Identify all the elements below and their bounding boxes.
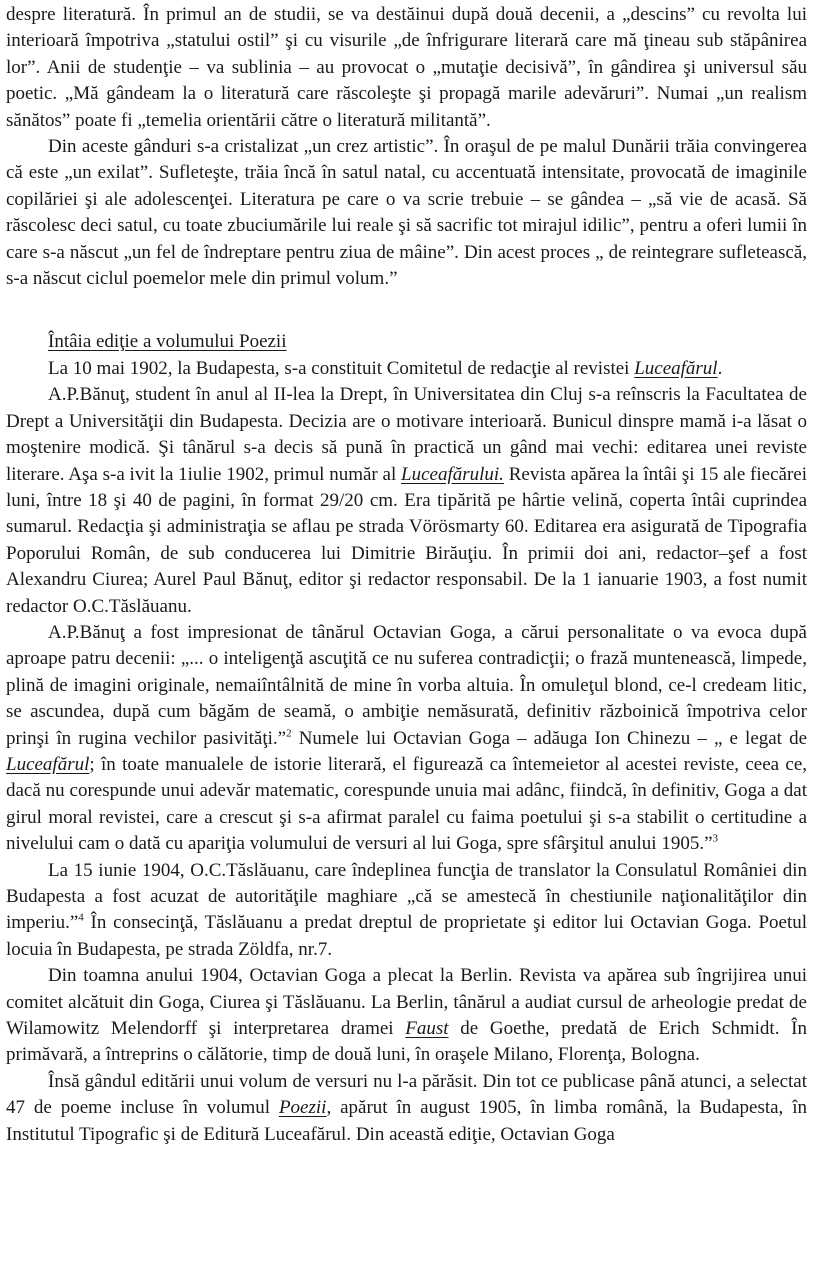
paragraph-2: Din aceste gânduri s-a cristalizat „un crez artistic”. În oraşul de pe malul Dunării trăia convingerea că este „un exilat”. Sufleteşte, trăia încă în satul natal, cu accentuată intensitate, provocată de imaginile copilăriei şi ale adolescenţei. Literatura pe care o va scrie trebuie – se gândea – „să vie de acasă. Să răscolesc deci satul, cu toate zbuciumările lui reale şi să sacrific tot mirajul idilic”, pentru a oferi lumii în care s-a născut „un fel de îndreptare pentru ziua de mâine”. Din acest proces „ de reintegrare sufletească, s-a născut ciclul poemelor mele din primul volum.” [6, 136, 807, 290]
section-spacer [6, 292, 807, 329]
footnote-ref-2: 2 [286, 727, 292, 740]
paragraph-5: A.P.Bănuţ a fost impresionat de tânărul Octavian Goga, a cărui personalitate o va evoca după aproape patru decenii: „... o inteligenţă ascuţită ce nu suferea contradicţii; o frază muntenească, limpede, plină de imagini originale, nemaiîntâlnită de mine în vorba altuia. În omuleţul blond, ce-l credeam litic, se ascundea, după cum băgăm de seamă, o ambiţie nemăsurată, definitiv războinică împotriva celor prinşi în rugina vechilor pasivităţi.”$^2$ Numele lui Octavian Goga – adăuga Ion Chinezu – „ e legat de Luceafărul; în toate manualele de istorie literară, el figurează ca întemeietor al acestei reviste, ceea ce, dacă nu corespunde unui adevăr matematic, corespunde unuia mai adânc, fiindcă, în definitiv, Goga a dat girul moral revistei, care a crescut şi s-a afirmat paralel cu faima poetului şi s-a stabilit o certitudine a nivelului cam o dată cu apariţia volumului de versuri al lui Goga, spre sfârşitul anului 1905.”$^3$ [6, 621, 807, 855]
book-title: Poezii [278, 1097, 327, 1119]
journal-title: Luceafărului. [401, 463, 504, 485]
paragraph-4: A.P.Bănuţ, student în anul al II-lea la Drept, în Universitatea din Cluj s-a reînscris la Facultatea de Drept a Universităţii din Budapesta. Decizia are o motivare interioară. Bunicul dinspre mamă i-a lăsat o moştenire modică. Şi tânărul s-a decis să pună în practică un gând mai vechi: editarea unei reviste literare. Aşa s-a ivit la 1iulie 1902, primul număr al Luceafărului. Revista apărea la întâi şi 15 ale fiecărei luni, între 18 şi 40 de pagini, în format 29/20 cm. Era tipărită pe hârtie velină, coperta întâi cuprindea sumarul. Redacţia şi administraţia se aflau pe strada Vörösmarty 60. Editarea era asigurată de Tipografia Poporului Român, de sub conducerea lui Dimitrie Birăuţiu. În primii doi ani, redactor–şef a fost Alexandru Ciurea; Aurel Paul Bănuţ, editor şi redactor responsabil. De la 1 ianuarie 1903, a fost numit redactor O.C.Tăslăuanu. [6, 384, 807, 617]
footnote-ref-3: 3 [712, 832, 719, 845]
paragraph-6: La 15 iunie 1904, O.C.Tăslăuanu, care îndeplinea funcţia de translator la Consulatul României din Budapesta a fost acuzat de autorităţile maghiare „că se amestecă în chestiunile naţionalităţilor din imperiu.”$^4$ În consecinţă, Tăslăuanu a predat dreptul de proprietate şi editor lui Octavian Goga. Poetul locuia în Budapesta, pe strada Zöldfa, nr.7. [6, 859, 807, 960]
paragraph-1: despre literatură. În primul an de studii, se va destăinui după două decenii, a „descins” cu revolta lui interioară împotriva „statului ostil” şi cu visurile „de înfrigurare literară care mă ţineau sub stăpânirea lor”. Anii de studenţie – va sublinia – au provocat o „mutaţie decisivă”, în gândirea şi universul său poetic. „Mă gândeam la o literatură care răscoleşte şi propagă marile adevăruri”. Numai „un realism sănătos” poate fi „temelia orientării către o literatură militantă”. [6, 4, 807, 131]
paragraph-8: Însă gândul editării unui volum de versuri nu l-a părăsit. Din tot ce publicase până atunci, a selectat 47 de poeme incluse în volumul Poezii, apărut în august 1905, în limba română, la Budapesta, în Institutul Tipografic şi de Editură Luceafărul. Din această ediţie, Octavian Goga [6, 1070, 807, 1145]
footnote-ref-4: 4 [78, 912, 84, 925]
section-heading: Întâia ediţie a volumului Poezii [48, 331, 287, 353]
work-title: Faust [405, 1018, 449, 1040]
paragraph-7: Din toamna anului 1904, Octavian Goga a plecat la Berlin. Revista va apărea sub îngrijirea unui comitet alcătuit din Goga, Ciurea şi Tăslăuanu. La Berlin, tânărul a audiat cursul de arheologie predat de Wilamowitz Melendorff şi interpretarea dramei Faust de Goethe, predată de Erich Schmidt. În primăvară, a întreprins o călătorie, timp de două luni, în oraşele Milano, Florenţa, Bologna. [6, 965, 807, 1066]
journal-title: Luceafărul [634, 357, 718, 379]
journal-title: Luceafărul [6, 753, 90, 775]
paragraph-3: La 10 mai 1902, la Budapesta, s-a constituit Comitetul de redacţie al revistei Luceafărul. [48, 357, 723, 379]
